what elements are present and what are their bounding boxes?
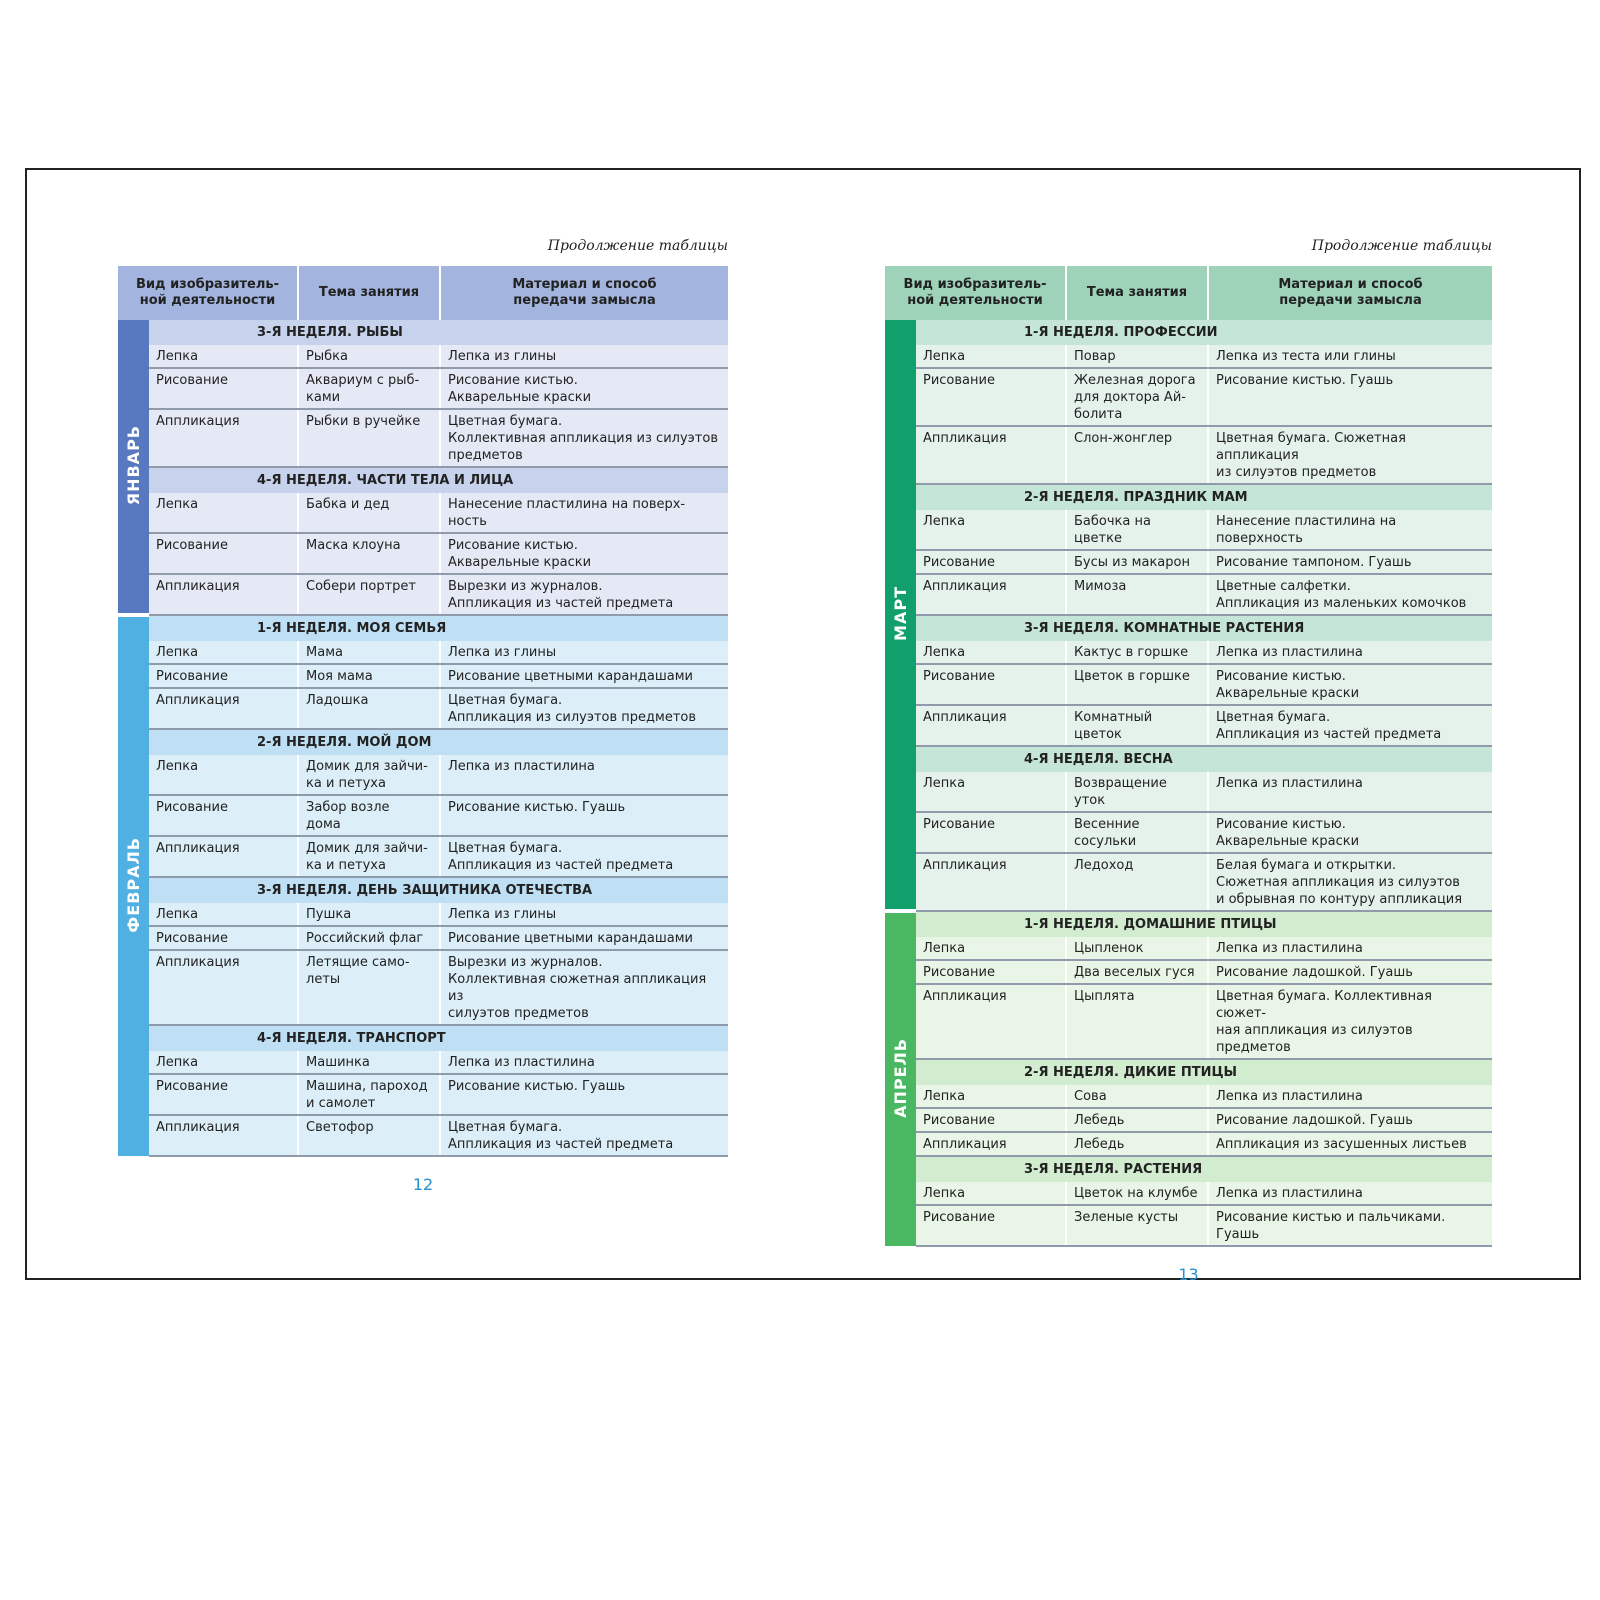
week-title: 4-Я НЕДЕЛЯ. ВЕСНА: [916, 746, 1492, 772]
week-title: 3-Я НЕДЕЛЯ. РАСТЕНИЯ: [916, 1156, 1492, 1182]
table-row: [885, 426, 1492, 484]
material-cell: Рисование кистью. Гуашь: [440, 1074, 728, 1115]
material-cell: Цветная бумага. Аппликация из частей предмета: [440, 836, 728, 877]
activity-cell: Лепка: [149, 755, 298, 795]
week-title: 2-Я НЕДЕЛЯ. МОЙ ДОМ: [149, 729, 728, 755]
week-title: 3-Я НЕДЕЛЯ. КОМНАТНЫЕ РАСТЕНИЯ: [916, 615, 1492, 641]
activity-cell: Рисование: [149, 926, 298, 950]
activity-cell: Аппликация: [149, 836, 298, 877]
material-cell: Рисование цветными карандашами: [440, 926, 728, 950]
header-material: Материал и способ передачи замысла: [440, 266, 728, 320]
page-number: 13: [1178, 1265, 1199, 1284]
table-row: [885, 574, 1492, 615]
topic-cell: Ладошка: [298, 688, 440, 729]
topic-cell: Железная дорога для доктора Ай- болита: [1066, 368, 1208, 426]
activity-cell: Лепка: [916, 510, 1066, 550]
header-row: [885, 266, 1492, 320]
material-cell: Рисование кистью. Акварельные краски: [440, 533, 728, 574]
table-row: [118, 903, 728, 926]
activity-cell: Рисование: [916, 368, 1066, 426]
activity-cell: Аппликация: [916, 984, 1066, 1059]
activity-cell: Аппликация: [149, 409, 298, 467]
activity-cell: Аппликация: [916, 705, 1066, 746]
topic-cell: Сова: [1066, 1085, 1208, 1108]
page-left: [118, 238, 728, 1194]
table-row: [118, 795, 728, 836]
table-row: [118, 345, 728, 368]
topic-cell: Повар: [1066, 345, 1208, 368]
material-cell: Аппликация из засушенных листьев: [1208, 1132, 1492, 1156]
table-row: [885, 550, 1492, 574]
topic-cell: Машинка: [298, 1051, 440, 1074]
material-cell: Лепка из глины: [440, 903, 728, 926]
header-activity: Вид изобразитель- ной деятельности: [118, 266, 298, 320]
topic-cell: Аквариум с рыб- ками: [298, 368, 440, 409]
schedule-table: [885, 266, 1492, 1247]
topic-cell: Бабочка на цветке: [1066, 510, 1208, 550]
table-row: [118, 493, 728, 533]
material-cell: Лепка из пластилина: [1208, 1085, 1492, 1108]
topic-cell: Возвращение уток: [1066, 772, 1208, 812]
table-row: [885, 641, 1492, 664]
table-row: [885, 960, 1492, 984]
activity-cell: Лепка: [149, 1051, 298, 1074]
activity-cell: Лепка: [149, 641, 298, 664]
material-cell: Рисование кистью. Акварельные краски: [1208, 812, 1492, 853]
topic-cell: Домик для зайчи- ка и петуха: [298, 755, 440, 795]
activity-cell: Рисование: [916, 1205, 1066, 1246]
material-cell: Лепка из глины: [440, 345, 728, 368]
table-row: [118, 664, 728, 688]
topic-cell: Машина, пароход и самолет: [298, 1074, 440, 1115]
topic-cell: Летящие само- леты: [298, 950, 440, 1025]
activity-cell: Рисование: [916, 812, 1066, 853]
material-cell: Цветная бумага. Аппликация из частей предмета: [1208, 705, 1492, 746]
table-row: [118, 533, 728, 574]
material-cell: Лепка из пластилина: [1208, 641, 1492, 664]
table-row: [885, 1182, 1492, 1205]
material-cell: Рисование тампоном. Гуашь: [1208, 550, 1492, 574]
month-name: ФЕВРАЛЬ: [124, 837, 143, 933]
month-name: АПРЕЛЬ: [891, 1038, 910, 1118]
table-row: [885, 705, 1492, 746]
table-row: [885, 853, 1492, 911]
topic-cell: Два веселых гуся: [1066, 960, 1208, 984]
activity-cell: Аппликация: [916, 574, 1066, 615]
activity-cell: Рисование: [149, 1074, 298, 1115]
month-name: ЯНВАРЬ: [124, 424, 143, 506]
week-row: [885, 1059, 1492, 1085]
topic-cell: Цветок на клумбе: [1066, 1182, 1208, 1205]
week-row: [118, 615, 728, 641]
material-cell: Цветная бумага. Коллективная сюжет- ная аппликация из силуэтов предметов: [1208, 984, 1492, 1059]
activity-cell: Аппликация: [916, 853, 1066, 911]
table-row: [118, 1051, 728, 1074]
topic-cell: Кактус в горшке: [1066, 641, 1208, 664]
material-cell: Лепка из пластилина: [1208, 1182, 1492, 1205]
activity-cell: Аппликация: [149, 950, 298, 1025]
table-row: [885, 937, 1492, 960]
material-cell: Вырезки из журналов. Коллективная сюжетная аппликация из силуэтов предметов: [440, 950, 728, 1025]
month-name: МАРТ: [891, 585, 910, 641]
topic-cell: Ледоход: [1066, 853, 1208, 911]
activity-cell: Лепка: [916, 772, 1066, 812]
table-row: [118, 926, 728, 950]
table-row: [885, 772, 1492, 812]
activity-cell: Рисование: [149, 795, 298, 836]
material-cell: Рисование цветными карандашами: [440, 664, 728, 688]
continuation-note: Продолжение таблицы: [547, 238, 728, 254]
activity-cell: Рисование: [916, 1108, 1066, 1132]
material-cell: Нанесение пластилина на поверх- ность: [440, 493, 728, 533]
material-cell: Рисование кистью. Гуашь: [440, 795, 728, 836]
table-row: [885, 1205, 1492, 1246]
topic-cell: Пушка: [298, 903, 440, 926]
topic-cell: Светофор: [298, 1115, 440, 1156]
activity-cell: Лепка: [916, 345, 1066, 368]
activity-cell: Рисование: [916, 960, 1066, 984]
page-number: 12: [412, 1175, 434, 1194]
table-body: [118, 320, 728, 1156]
material-cell: Лепка из теста или глины: [1208, 345, 1492, 368]
topic-cell: Лебедь: [1066, 1108, 1208, 1132]
topic-cell: Комнатный цветок: [1066, 705, 1208, 746]
activity-cell: Лепка: [916, 937, 1066, 960]
material-cell: Цветные салфетки. Аппликация из маленьких комочков: [1208, 574, 1492, 615]
week-row: [885, 484, 1492, 510]
page-right: [885, 238, 1492, 1284]
month-label: [885, 320, 916, 911]
week-title: 2-Я НЕДЕЛЯ. ДИКИЕ ПТИЦЫ: [916, 1059, 1492, 1085]
material-cell: Рисование кистью. Акварельные краски: [1208, 664, 1492, 705]
week-row: [118, 729, 728, 755]
material-cell: Лепка из глины: [440, 641, 728, 664]
activity-cell: Рисование: [149, 664, 298, 688]
material-cell: Рисование ладошкой. Гуашь: [1208, 1108, 1492, 1132]
week-row: [118, 1025, 728, 1051]
table-row: [118, 641, 728, 664]
month-label: [118, 615, 149, 1156]
activity-cell: Аппликация: [916, 1132, 1066, 1156]
topic-cell: Мимоза: [1066, 574, 1208, 615]
topic-cell: Бабка и дед: [298, 493, 440, 533]
topic-cell: Домик для зайчи- ка и петуха: [298, 836, 440, 877]
activity-cell: Лепка: [149, 493, 298, 533]
month-label: [118, 320, 149, 615]
activity-cell: Рисование: [916, 550, 1066, 574]
week-title: 3-Я НЕДЕЛЯ. ДЕНЬ ЗАЩИТНИКА ОТЕЧЕСТВА: [149, 877, 728, 903]
material-cell: Белая бумага и открытки. Сюжетная аппликация из силуэтов и обрывная по контуру аппликация: [1208, 853, 1492, 911]
table-row: [118, 409, 728, 467]
topic-cell: Слон-жонглер: [1066, 426, 1208, 484]
material-cell: Цветная бумага. Коллективная аппликация из силуэтов предметов: [440, 409, 728, 467]
topic-cell: Бусы из макарон: [1066, 550, 1208, 574]
topic-cell: Собери портрет: [298, 574, 440, 615]
topic-cell: Российский флаг: [298, 926, 440, 950]
activity-cell: Рисование: [916, 664, 1066, 705]
activity-cell: Аппликация: [149, 574, 298, 615]
activity-cell: Лепка: [916, 641, 1066, 664]
topic-cell: Моя мама: [298, 664, 440, 688]
table-row: [118, 950, 728, 1025]
material-cell: Цветная бумага. Сюжетная аппликация из силуэтов предметов: [1208, 426, 1492, 484]
topic-cell: Мама: [298, 641, 440, 664]
topic-cell: Цветок в горшке: [1066, 664, 1208, 705]
table-row: [118, 368, 728, 409]
material-cell: Нанесение пластилина на поверхность: [1208, 510, 1492, 550]
table-row: [118, 574, 728, 615]
week-row: [885, 746, 1492, 772]
week-row: [118, 467, 728, 493]
month-label: [885, 911, 916, 1246]
table-row: [885, 510, 1492, 550]
material-cell: Цветная бумага. Аппликация из силуэтов предметов: [440, 688, 728, 729]
week-row: [885, 320, 1492, 345]
topic-cell: Забор возле дома: [298, 795, 440, 836]
continuation-note: Продолжение таблицы: [1311, 238, 1492, 254]
table-row: [885, 1132, 1492, 1156]
table-row: [885, 812, 1492, 853]
header-row: [118, 266, 728, 320]
week-row: [885, 615, 1492, 641]
header-topic: Тема занятия: [298, 266, 440, 320]
topic-cell: Цыпленок: [1066, 937, 1208, 960]
table-row: [885, 984, 1492, 1059]
material-cell: Рисование кистью. Акварельные краски: [440, 368, 728, 409]
activity-cell: Аппликация: [149, 688, 298, 729]
table-row: [885, 368, 1492, 426]
table-row: [118, 836, 728, 877]
week-title: 4-Я НЕДЕЛЯ. ЧАСТИ ТЕЛА И ЛИЦА: [149, 467, 728, 493]
material-cell: Рисование кистью. Гуашь: [1208, 368, 1492, 426]
week-title: 1-Я НЕДЕЛЯ. ПРОФЕССИИ: [916, 320, 1492, 345]
table-row: [885, 664, 1492, 705]
activity-cell: Лепка: [916, 1085, 1066, 1108]
week-title: 2-Я НЕДЕЛЯ. ПРАЗДНИК МАМ: [916, 484, 1492, 510]
table-row: [885, 1108, 1492, 1132]
material-cell: Лепка из пластилина: [1208, 937, 1492, 960]
week-row: [118, 877, 728, 903]
topic-cell: Маска клоуна: [298, 533, 440, 574]
table-row: [118, 755, 728, 795]
activity-cell: Рисование: [149, 368, 298, 409]
topic-cell: Лебедь: [1066, 1132, 1208, 1156]
topic-cell: Рыбки в ручейке: [298, 409, 440, 467]
activity-cell: Аппликация: [149, 1115, 298, 1156]
activity-cell: Лепка: [149, 345, 298, 368]
topic-cell: Весенние сосульки: [1066, 812, 1208, 853]
table-body: [885, 320, 1492, 1246]
week-title: 1-Я НЕДЕЛЯ. ДОМАШНИЕ ПТИЦЫ: [916, 911, 1492, 937]
table-row: [885, 1085, 1492, 1108]
table-row: [118, 1074, 728, 1115]
week-row: [118, 320, 728, 345]
schedule-table: [118, 266, 728, 1157]
material-cell: Рисование кистью и пальчиками. Гуашь: [1208, 1205, 1492, 1246]
activity-cell: Рисование: [149, 533, 298, 574]
header-activity: Вид изобразитель- ной деятельности: [885, 266, 1066, 320]
topic-cell: Зеленые кусты: [1066, 1205, 1208, 1246]
table-row: [118, 688, 728, 729]
table-row: [885, 345, 1492, 368]
material-cell: Цветная бумага. Аппликация из частей предмета: [440, 1115, 728, 1156]
header-topic: Тема занятия: [1066, 266, 1208, 320]
material-cell: Лепка из пластилина: [1208, 772, 1492, 812]
week-title: 1-Я НЕДЕЛЯ. МОЯ СЕМЬЯ: [149, 615, 728, 641]
material-cell: Лепка из пластилина: [440, 1051, 728, 1074]
table-row: [118, 1115, 728, 1156]
material-cell: Лепка из пластилина: [440, 755, 728, 795]
topic-cell: Рыбка: [298, 345, 440, 368]
activity-cell: Лепка: [149, 903, 298, 926]
activity-cell: Лепка: [916, 1182, 1066, 1205]
week-title: 3-Я НЕДЕЛЯ. РЫБЫ: [149, 320, 728, 345]
week-row: [885, 911, 1492, 937]
activity-cell: Аппликация: [916, 426, 1066, 484]
topic-cell: Цыплята: [1066, 984, 1208, 1059]
material-cell: Рисование ладошкой. Гуашь: [1208, 960, 1492, 984]
week-title: 4-Я НЕДЕЛЯ. ТРАНСПОРТ: [149, 1025, 728, 1051]
week-row: [885, 1156, 1492, 1182]
header-material: Материал и способ передачи замысла: [1208, 266, 1492, 320]
material-cell: Вырезки из журналов. Аппликация из частей предмета: [440, 574, 728, 615]
